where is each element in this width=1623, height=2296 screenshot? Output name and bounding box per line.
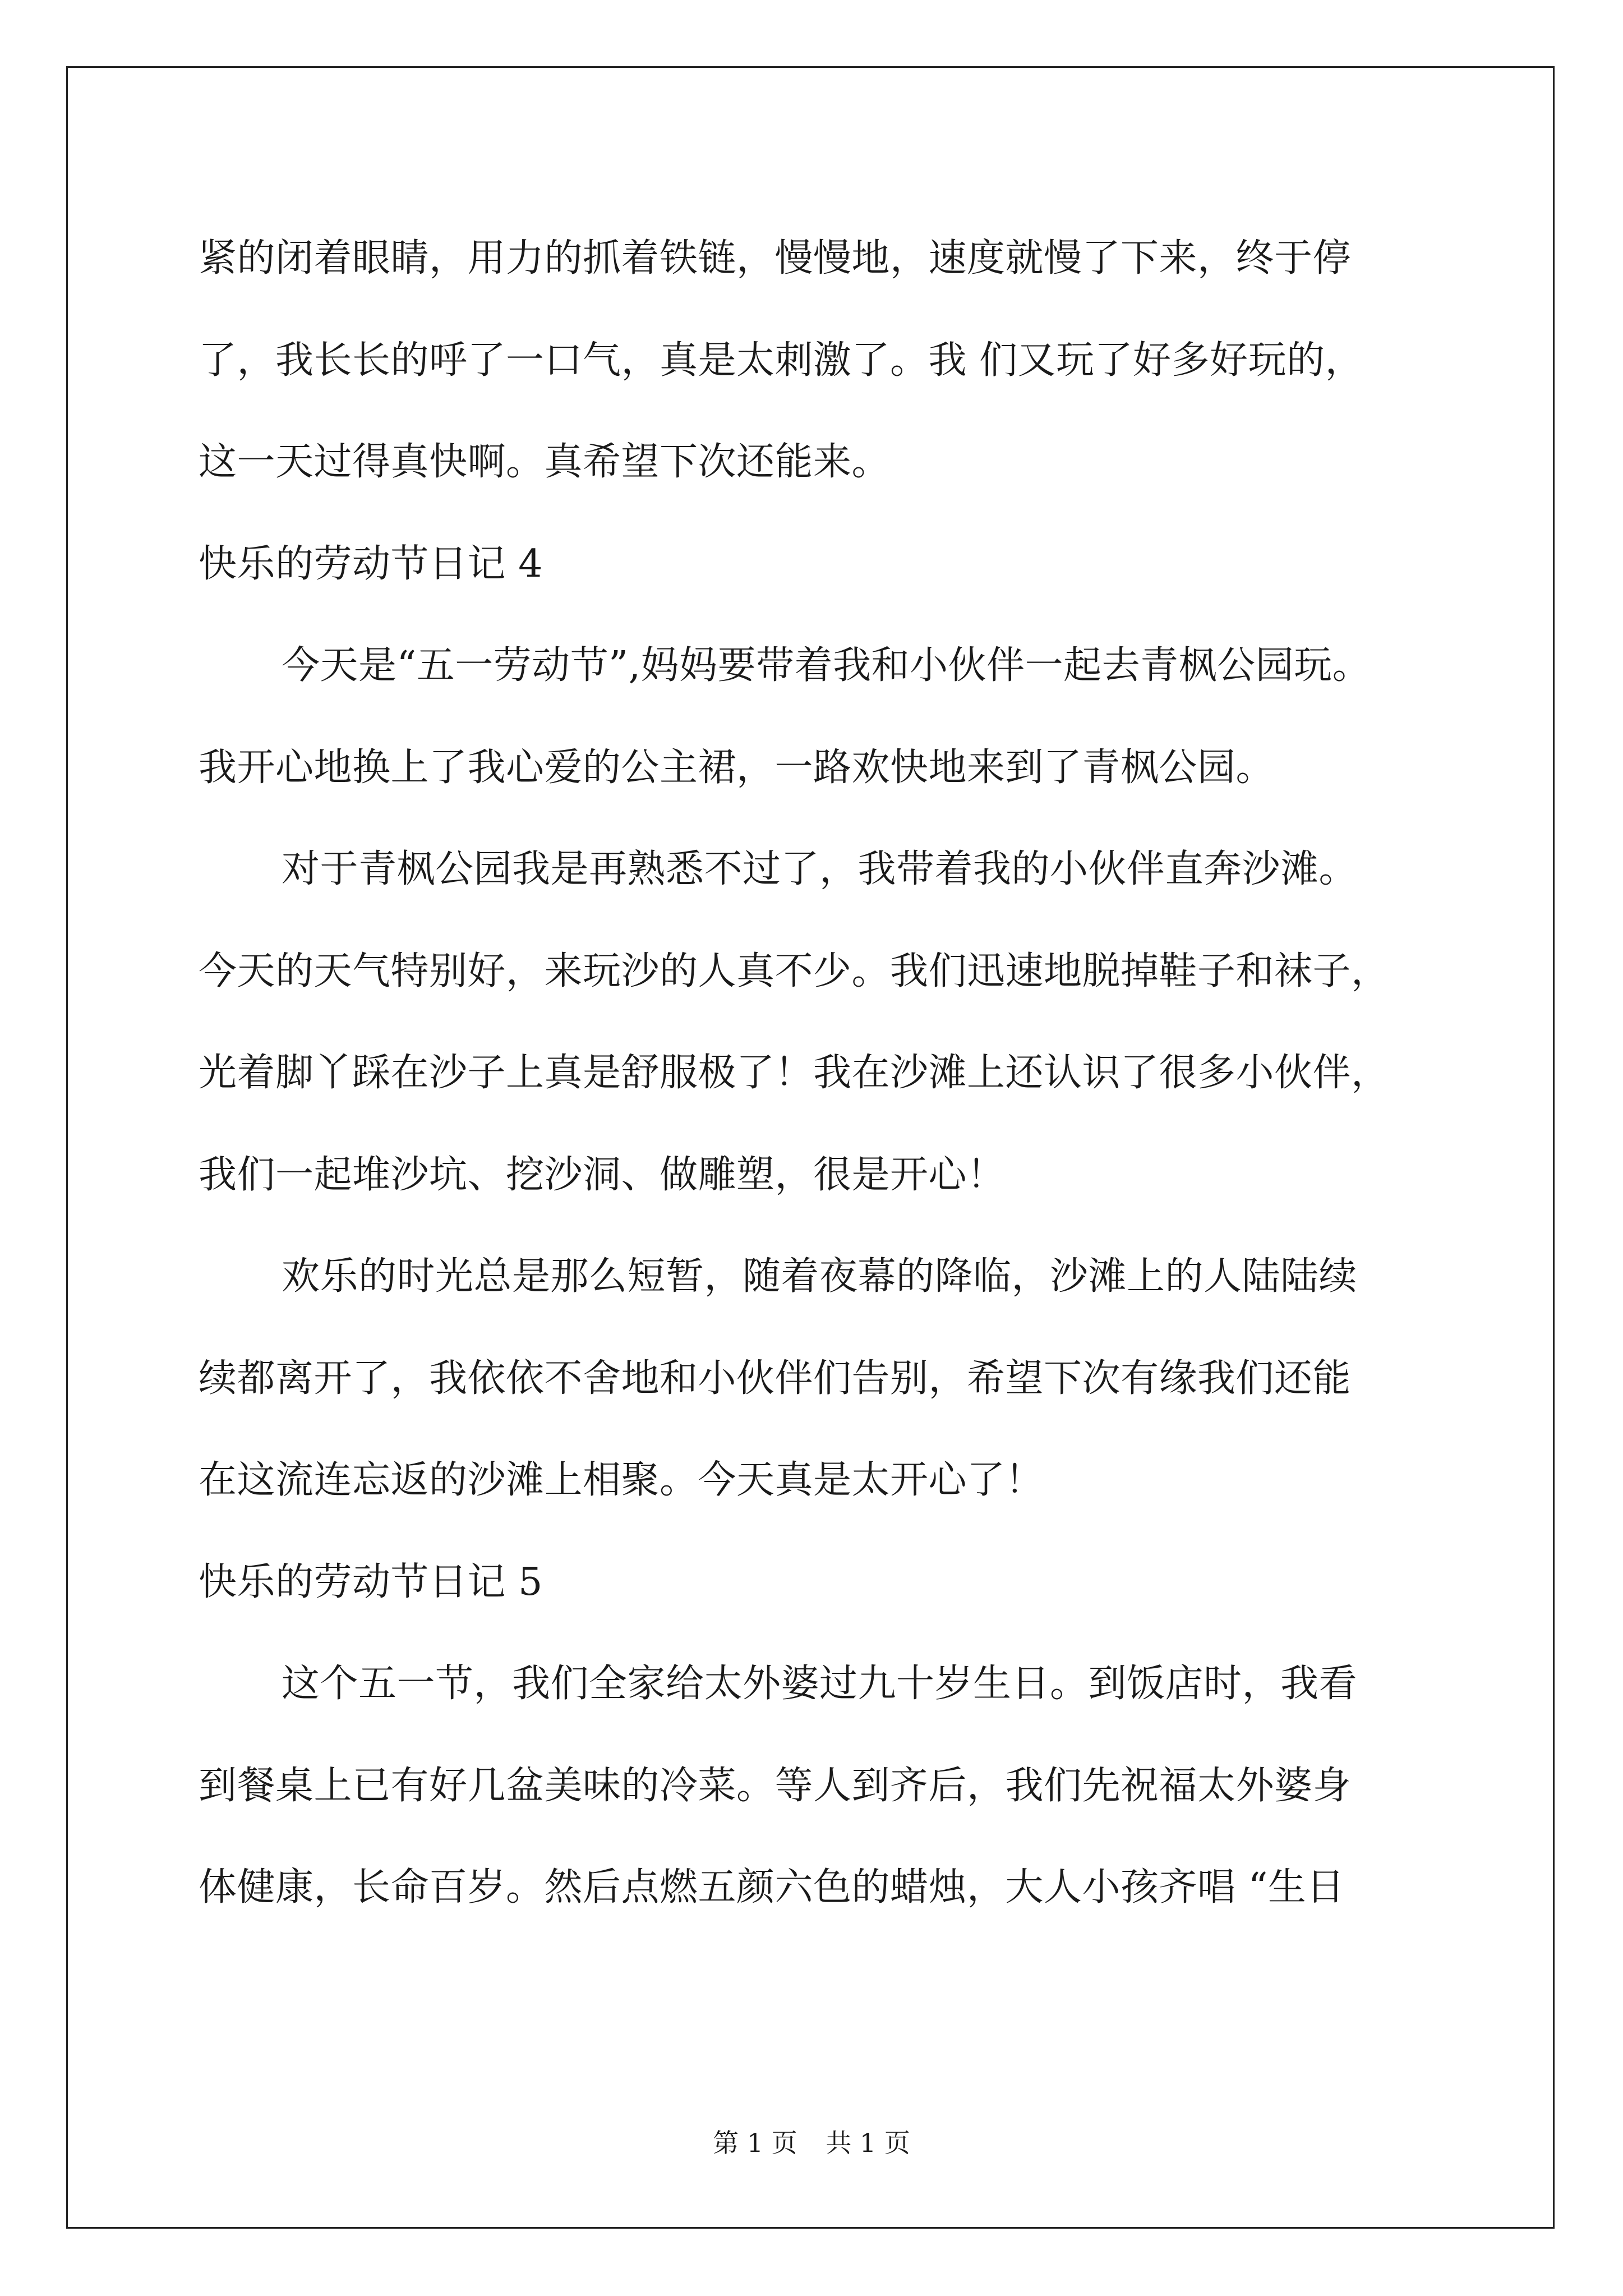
paragraph-first-line: 今天是“五一劳动节”,妈妈要带着我和小伙伴一起去青枫公园玩。	[282, 643, 1371, 688]
text-line: 续都离开了，我依依不舍地和小伙伴们告别，希望下次有缘我们还能	[199, 1356, 1352, 1401]
text-line: 在这流连忘返的沙滩上相聚。今天真是太开心了！	[199, 1458, 1044, 1502]
document-body	[199, 208, 1438, 1939]
paragraph-first-line: 欢乐的时光总是那么短暂，随着夜幕的降临，沙滩上的人陆陆续	[282, 1254, 1358, 1299]
text-line: 光着脚丫踩在沙子上真是舒服极了！我在沙滩上还认识了很多小伙伴，	[199, 1051, 1390, 1095]
text-line: 这一天过得真快啊。真希望下次还能来。	[199, 440, 891, 484]
text-line: 我们一起堆沙坑、挖沙洞、做雕塑，很是开心！	[199, 1152, 1006, 1197]
text-line: 今天的天气特别好，来玩沙的人真不少。我们迅速地脱掉鞋子和袜子，	[199, 949, 1390, 993]
text-line: 了，我长长的呼了一口气，真是太刺激了。我 们又玩了好多好玩的，	[199, 338, 1364, 383]
text-line: 紧的闭着眼睛，用力的抓着铁链，慢慢地，速度就慢了下来，终于停	[199, 236, 1352, 280]
paragraph-first-line: 对于青枫公园我是再熟悉不过了，我带着我的小伙伴直奔沙滩。	[282, 847, 1358, 891]
text-line: 体健康，长命百岁。然后点燃五颜六色的蜡烛，大人小孩齐唱 “生日	[199, 1865, 1345, 1910]
page-total: 共 1 页	[826, 2128, 910, 2158]
section-heading: 快乐的劳动节日记 4	[199, 541, 543, 586]
page-footer	[0, 2126, 1623, 2160]
section-heading: 快乐的劳动节日记 5	[199, 1559, 543, 1604]
text-line: 我开心地换上了我心爱的公主裙，一路欢快地来到了青枫公园。	[199, 745, 1275, 790]
page-number: 第 1 页	[713, 2128, 797, 2158]
paragraph-first-line: 这个五一节，我们全家给太外婆过九十岁生日。到饭店时，我看	[282, 1662, 1358, 1706]
text-line: 到餐桌上已有好几盆美味的冷菜。等人到齐后，我们先祝福太外婆身	[199, 1763, 1352, 1808]
